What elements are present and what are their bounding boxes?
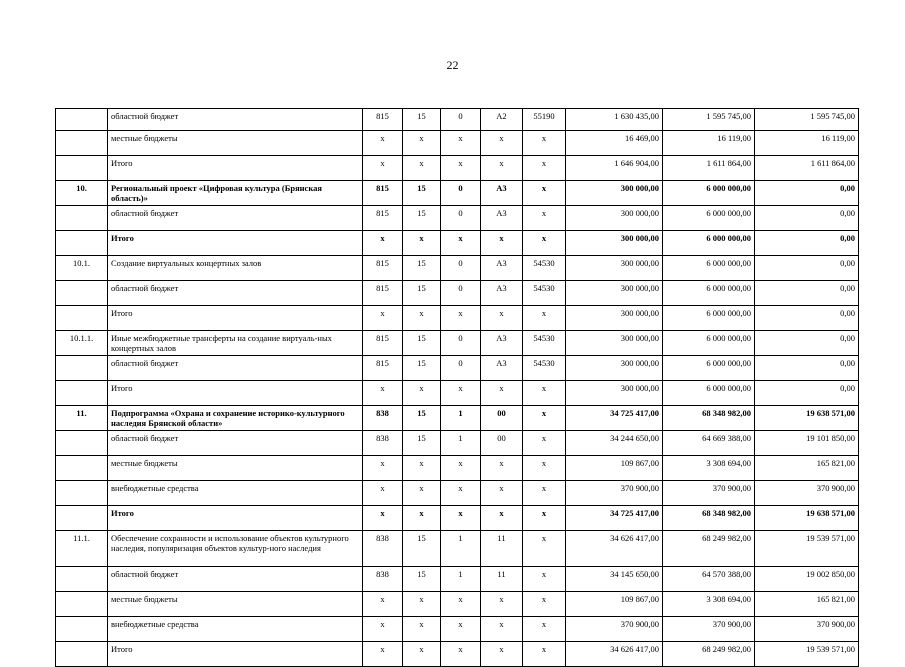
table-row xyxy=(56,592,859,617)
amount-year2-cell: 6 000 000,00 xyxy=(663,181,755,206)
table-row xyxy=(56,256,859,281)
amount-year2-cell: 68 249 982,00 xyxy=(663,531,755,567)
code-direction-cell: x xyxy=(523,506,566,531)
code-subprogram-cell: 1 xyxy=(441,406,481,431)
code-grbs-cell: x xyxy=(363,617,403,642)
code-subprogram-cell: x xyxy=(441,131,481,156)
code-program-cell: 15 xyxy=(403,281,441,306)
row-number-cell xyxy=(56,281,108,306)
amount-year1-cell: 34 244 650,00 xyxy=(566,431,663,456)
code-direction-cell: x xyxy=(523,592,566,617)
code-program-cell: x xyxy=(403,642,441,667)
code-direction-cell: x xyxy=(523,531,566,567)
code-program-cell: x xyxy=(403,617,441,642)
code-direction-cell: x xyxy=(523,156,566,181)
code-subprogram-cell: x xyxy=(441,642,481,667)
code-grbs-cell: 838 xyxy=(363,406,403,431)
amount-year3-cell: 0,00 xyxy=(755,306,859,331)
code-event-cell: x xyxy=(481,481,523,506)
row-number-cell xyxy=(56,481,108,506)
row-name-cell: областной бюджет xyxy=(108,109,363,131)
row-number-cell xyxy=(56,567,108,592)
amount-year1-cell: 34 725 417,00 xyxy=(566,406,663,431)
code-direction-cell: 54530 xyxy=(523,356,566,381)
code-grbs-cell: x xyxy=(363,481,403,506)
amount-year2-cell: 68 348 982,00 xyxy=(663,406,755,431)
code-subprogram-cell: x xyxy=(441,506,481,531)
amount-year3-cell: 0,00 xyxy=(755,231,859,256)
code-direction-cell: x xyxy=(523,381,566,406)
row-name-cell: областной бюджет xyxy=(108,356,363,381)
code-subprogram-cell: 1 xyxy=(441,531,481,567)
code-direction-cell: x xyxy=(523,481,566,506)
table-row xyxy=(56,156,859,181)
amount-year2-cell: 6 000 000,00 xyxy=(663,231,755,256)
code-grbs-cell: 815 xyxy=(363,109,403,131)
table-row xyxy=(56,406,859,431)
amount-year1-cell: 300 000,00 xyxy=(566,206,663,231)
code-subprogram-cell: 1 xyxy=(441,431,481,456)
code-subprogram-cell: x xyxy=(441,231,481,256)
table-row xyxy=(56,381,859,406)
code-grbs-cell: x xyxy=(363,231,403,256)
amount-year3-cell: 19 638 571,00 xyxy=(755,406,859,431)
code-subprogram-cell: 0 xyxy=(441,181,481,206)
amount-year3-cell: 0,00 xyxy=(755,181,859,206)
amount-year2-cell: 64 669 388,00 xyxy=(663,431,755,456)
code-event-cell: x xyxy=(481,156,523,181)
code-event-cell: x xyxy=(481,642,523,667)
code-program-cell: x xyxy=(403,506,441,531)
table-row xyxy=(56,206,859,231)
code-event-cell: x xyxy=(481,592,523,617)
code-direction-cell: 54530 xyxy=(523,281,566,306)
row-name-cell: областной бюджет xyxy=(108,206,363,231)
code-event-cell: А3 xyxy=(481,331,523,356)
code-event-cell: А3 xyxy=(481,281,523,306)
amount-year2-cell: 370 900,00 xyxy=(663,481,755,506)
table-row xyxy=(56,567,859,592)
code-grbs-cell: 815 xyxy=(363,331,403,356)
code-direction-cell: x xyxy=(523,456,566,481)
amount-year3-cell: 16 119,00 xyxy=(755,131,859,156)
row-number-cell: 10.1.1. xyxy=(56,331,108,356)
amount-year2-cell: 6 000 000,00 xyxy=(663,256,755,281)
code-subprogram-cell: x xyxy=(441,381,481,406)
code-grbs-cell: 838 xyxy=(363,567,403,592)
table-row xyxy=(56,531,859,567)
code-grbs-cell: x xyxy=(363,592,403,617)
code-subprogram-cell: 0 xyxy=(441,109,481,131)
row-name-cell: Итого xyxy=(108,156,363,181)
code-direction-cell: x xyxy=(523,206,566,231)
amount-year1-cell: 109 867,00 xyxy=(566,592,663,617)
row-name-cell: Итого xyxy=(108,381,363,406)
row-name-cell: Итого xyxy=(108,231,363,256)
row-name-cell: Итого xyxy=(108,306,363,331)
row-number-cell: 11.1. xyxy=(56,531,108,567)
amount-year1-cell: 300 000,00 xyxy=(566,181,663,206)
amount-year1-cell: 34 626 417,00 xyxy=(566,642,663,667)
amount-year2-cell: 3 308 694,00 xyxy=(663,456,755,481)
row-number-cell: 11. xyxy=(56,406,108,431)
amount-year3-cell: 1 611 864,00 xyxy=(755,156,859,181)
code-grbs-cell: 815 xyxy=(363,256,403,281)
code-program-cell: 15 xyxy=(403,256,441,281)
row-name-cell: Иные межбюджетные трансферты на создание виртуаль-ных концертных залов xyxy=(108,331,363,356)
code-grbs-cell: x xyxy=(363,456,403,481)
code-direction-cell: x xyxy=(523,181,566,206)
row-name-cell: местные бюджеты xyxy=(108,131,363,156)
code-event-cell: x xyxy=(481,617,523,642)
code-direction-cell: x xyxy=(523,406,566,431)
code-program-cell: x xyxy=(403,231,441,256)
amount-year3-cell: 370 900,00 xyxy=(755,617,859,642)
table-row xyxy=(56,481,859,506)
amount-year1-cell: 300 000,00 xyxy=(566,381,663,406)
amount-year1-cell: 370 900,00 xyxy=(566,481,663,506)
code-subprogram-cell: x xyxy=(441,617,481,642)
row-name-cell: Итого xyxy=(108,506,363,531)
code-direction-cell: x xyxy=(523,642,566,667)
code-program-cell: 15 xyxy=(403,181,441,206)
code-grbs-cell: x xyxy=(363,506,403,531)
code-grbs-cell: 838 xyxy=(363,431,403,456)
code-direction-cell: x xyxy=(523,567,566,592)
code-direction-cell: x xyxy=(523,617,566,642)
code-program-cell: x xyxy=(403,131,441,156)
row-number-cell xyxy=(56,156,108,181)
amount-year1-cell: 34 145 650,00 xyxy=(566,567,663,592)
amount-year1-cell: 34 725 417,00 xyxy=(566,506,663,531)
code-event-cell: x xyxy=(481,456,523,481)
amount-year1-cell: 1 630 435,00 xyxy=(566,109,663,131)
code-subprogram-cell: x xyxy=(441,156,481,181)
code-subprogram-cell: x xyxy=(441,306,481,331)
code-program-cell: 15 xyxy=(403,531,441,567)
row-number-cell xyxy=(56,231,108,256)
amount-year2-cell: 6 000 000,00 xyxy=(663,281,755,306)
row-number-cell xyxy=(56,642,108,667)
amount-year1-cell: 1 646 904,00 xyxy=(566,156,663,181)
code-program-cell: 15 xyxy=(403,331,441,356)
amount-year1-cell: 300 000,00 xyxy=(566,231,663,256)
code-grbs-cell: 838 xyxy=(363,531,403,567)
amount-year3-cell: 0,00 xyxy=(755,206,859,231)
table-row xyxy=(56,331,859,356)
code-direction-cell: x xyxy=(523,306,566,331)
row-name-cell: местные бюджеты xyxy=(108,456,363,481)
code-program-cell: x xyxy=(403,592,441,617)
table-row xyxy=(56,231,859,256)
amount-year3-cell: 19 539 571,00 xyxy=(755,642,859,667)
code-grbs-cell: x xyxy=(363,381,403,406)
code-subprogram-cell: 0 xyxy=(441,356,481,381)
amount-year3-cell: 165 821,00 xyxy=(755,592,859,617)
code-subprogram-cell: 0 xyxy=(441,281,481,306)
row-name-cell: Создание виртуальных концертных залов xyxy=(108,256,363,281)
amount-year2-cell: 6 000 000,00 xyxy=(663,331,755,356)
amount-year2-cell: 370 900,00 xyxy=(663,617,755,642)
row-number-cell xyxy=(56,131,108,156)
code-subprogram-cell: 0 xyxy=(441,331,481,356)
code-direction-cell: x xyxy=(523,231,566,256)
amount-year2-cell: 68 249 982,00 xyxy=(663,642,755,667)
code-program-cell: 15 xyxy=(403,567,441,592)
code-direction-cell: 54530 xyxy=(523,331,566,356)
code-grbs-cell: x xyxy=(363,156,403,181)
code-event-cell: А3 xyxy=(481,356,523,381)
code-subprogram-cell: x xyxy=(441,456,481,481)
row-number-cell xyxy=(56,456,108,481)
row-name-cell: внебюджетные средства xyxy=(108,481,363,506)
row-number-cell xyxy=(56,617,108,642)
code-grbs-cell: x xyxy=(363,306,403,331)
table-row xyxy=(56,356,859,381)
code-subprogram-cell: x xyxy=(441,592,481,617)
amount-year1-cell: 34 626 417,00 xyxy=(566,531,663,567)
amount-year1-cell: 300 000,00 xyxy=(566,331,663,356)
page-number: 22 xyxy=(446,58,459,72)
amount-year1-cell: 16 469,00 xyxy=(566,131,663,156)
code-program-cell: x xyxy=(403,456,441,481)
table-row xyxy=(56,109,859,131)
amount-year3-cell: 0,00 xyxy=(755,281,859,306)
row-number-cell: 10.1. xyxy=(56,256,108,281)
amount-year3-cell: 19 101 850,00 xyxy=(755,431,859,456)
code-program-cell: 15 xyxy=(403,356,441,381)
amount-year1-cell: 300 000,00 xyxy=(566,306,663,331)
code-program-cell: x xyxy=(403,306,441,331)
code-subprogram-cell: 0 xyxy=(441,206,481,231)
row-number-cell xyxy=(56,431,108,456)
row-name-cell: областной бюджет xyxy=(108,431,363,456)
row-number-cell: 10. xyxy=(56,181,108,206)
code-event-cell: А3 xyxy=(481,181,523,206)
amount-year3-cell: 0,00 xyxy=(755,381,859,406)
code-grbs-cell: 815 xyxy=(363,356,403,381)
row-number-cell xyxy=(56,109,108,131)
amount-year2-cell: 3 308 694,00 xyxy=(663,592,755,617)
code-program-cell: x xyxy=(403,156,441,181)
amount-year3-cell: 19 002 850,00 xyxy=(755,567,859,592)
amount-year2-cell: 68 348 982,00 xyxy=(663,506,755,531)
code-event-cell: А2 xyxy=(481,109,523,131)
code-subprogram-cell: x xyxy=(441,481,481,506)
amount-year2-cell: 64 570 388,00 xyxy=(663,567,755,592)
code-event-cell: 00 xyxy=(481,431,523,456)
amount-year3-cell: 0,00 xyxy=(755,256,859,281)
amount-year2-cell: 6 000 000,00 xyxy=(663,356,755,381)
amount-year2-cell: 6 000 000,00 xyxy=(663,381,755,406)
row-name-cell: областной бюджет xyxy=(108,281,363,306)
code-direction-cell: 54530 xyxy=(523,256,566,281)
code-event-cell: x xyxy=(481,381,523,406)
amount-year3-cell: 165 821,00 xyxy=(755,456,859,481)
code-event-cell: x xyxy=(481,306,523,331)
amount-year3-cell: 19 539 571,00 xyxy=(755,531,859,567)
row-number-cell xyxy=(56,306,108,331)
code-event-cell: 11 xyxy=(481,567,523,592)
table-row xyxy=(56,131,859,156)
code-event-cell: 00 xyxy=(481,406,523,431)
budget-table xyxy=(55,108,859,667)
row-number-cell xyxy=(56,506,108,531)
table-row xyxy=(56,506,859,531)
table-row xyxy=(56,281,859,306)
amount-year2-cell: 6 000 000,00 xyxy=(663,206,755,231)
amount-year1-cell: 300 000,00 xyxy=(566,356,663,381)
row-name-cell: местные бюджеты xyxy=(108,592,363,617)
row-number-cell xyxy=(56,356,108,381)
code-event-cell: А3 xyxy=(481,206,523,231)
code-program-cell: 15 xyxy=(403,431,441,456)
row-number-cell xyxy=(56,381,108,406)
code-program-cell: 15 xyxy=(403,406,441,431)
code-grbs-cell: x xyxy=(363,131,403,156)
table-row xyxy=(56,456,859,481)
code-event-cell: 11 xyxy=(481,531,523,567)
table-row xyxy=(56,181,859,206)
amount-year3-cell: 1 595 745,00 xyxy=(755,109,859,131)
code-direction-cell: x xyxy=(523,131,566,156)
amount-year1-cell: 109 867,00 xyxy=(566,456,663,481)
code-direction-cell: 55190 xyxy=(523,109,566,131)
amount-year3-cell: 19 638 571,00 xyxy=(755,506,859,531)
row-name-cell: Итого xyxy=(108,642,363,667)
amount-year3-cell: 0,00 xyxy=(755,331,859,356)
code-grbs-cell: 815 xyxy=(363,181,403,206)
amount-year2-cell: 16 119,00 xyxy=(663,131,755,156)
amount-year2-cell: 1 595 745,00 xyxy=(663,109,755,131)
code-event-cell: x xyxy=(481,131,523,156)
table-row xyxy=(56,431,859,456)
row-number-cell xyxy=(56,592,108,617)
amount-year1-cell: 370 900,00 xyxy=(566,617,663,642)
code-event-cell: x xyxy=(481,231,523,256)
code-subprogram-cell: 0 xyxy=(441,256,481,281)
code-program-cell: 15 xyxy=(403,109,441,131)
code-program-cell: x xyxy=(403,381,441,406)
code-grbs-cell: x xyxy=(363,642,403,667)
code-grbs-cell: 815 xyxy=(363,206,403,231)
amount-year3-cell: 0,00 xyxy=(755,356,859,381)
code-program-cell: 15 xyxy=(403,206,441,231)
row-name-cell: внебюджетные средства xyxy=(108,617,363,642)
code-subprogram-cell: 1 xyxy=(441,567,481,592)
row-name-cell: Обеспечение сохранности и использование объектов культурного наследия, популяризация объектов культур-ного наследия xyxy=(108,531,363,567)
code-grbs-cell: 815 xyxy=(363,281,403,306)
amount-year1-cell: 300 000,00 xyxy=(566,256,663,281)
amount-year2-cell: 1 611 864,00 xyxy=(663,156,755,181)
code-program-cell: x xyxy=(403,481,441,506)
amount-year1-cell: 300 000,00 xyxy=(566,281,663,306)
amount-year2-cell: 6 000 000,00 xyxy=(663,306,755,331)
code-event-cell: x xyxy=(481,506,523,531)
row-name-cell: областной бюджет xyxy=(108,567,363,592)
amount-year3-cell: 370 900,00 xyxy=(755,481,859,506)
table-row xyxy=(56,617,859,642)
row-number-cell xyxy=(56,206,108,231)
table-row xyxy=(56,642,859,667)
row-name-cell: Региональный проект «Цифровая культура (Брянская область)» xyxy=(108,181,363,206)
row-name-cell: Подпрограмма «Охрана и сохранение историко-культурного наследия Брянской области» xyxy=(108,406,363,431)
code-event-cell: А3 xyxy=(481,256,523,281)
table-row xyxy=(56,306,859,331)
code-direction-cell: x xyxy=(523,431,566,456)
